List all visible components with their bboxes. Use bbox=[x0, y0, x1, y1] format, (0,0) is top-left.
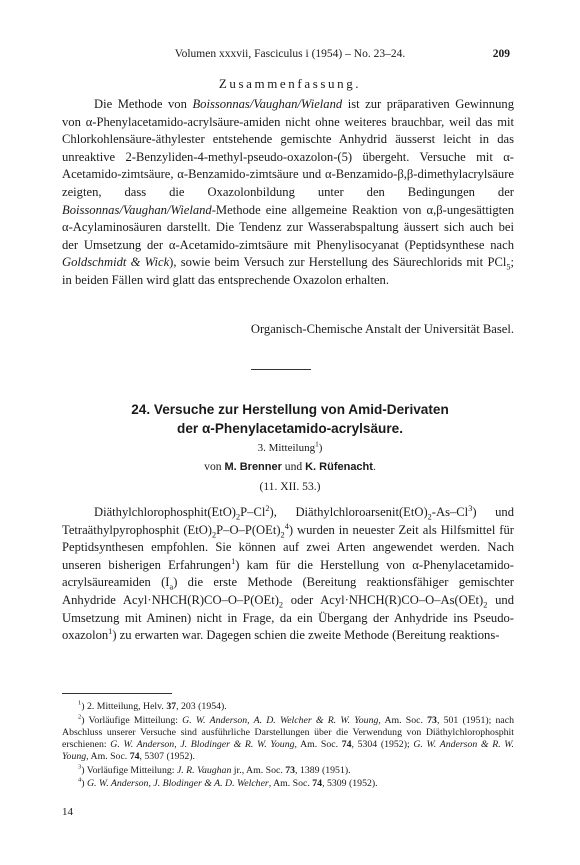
subscript: 2 bbox=[427, 512, 432, 522]
footnote-ref: 2 bbox=[265, 503, 270, 513]
text-run: P–O–P(OEt) bbox=[216, 522, 281, 537]
text-run: P–Cl bbox=[240, 505, 266, 519]
text-run: ) bbox=[81, 778, 87, 790]
communication-close: ) bbox=[318, 442, 323, 454]
text-run: ist zur präparativen Gewinnung von α-Phenylacetamido-acrylsäure-amiden nicht ohne weiteres brauchbar, weil das mit Chlorkohlensäure-äthylester entstehende gemischte Anhydrid äusserst leicht in das unreaktive 2-Benzyliden-4-methyl-pseudo-oxazolon-(5) übergeht. Versuche mit α-Acetamido-zimtsäure, α-Benzamido-zimtsäure und α-Benzamido-β,β-dimethylacrylsäure zeigten, dass die Oxazolonbildung unter den Bedingungen der bbox=[62, 97, 514, 199]
bold-run: 73 bbox=[285, 764, 296, 776]
text-run: , 5304 (1952); bbox=[351, 739, 414, 750]
text-run: -As–Cl bbox=[431, 505, 469, 519]
text-run: , 5309 (1952). bbox=[322, 778, 378, 790]
subscript: 5 bbox=[506, 262, 511, 272]
text-run: Diäthylchlorophosphit(EtO) bbox=[94, 505, 237, 519]
article-title bbox=[0, 401, 580, 438]
text-run: , Am. Soc. bbox=[268, 778, 313, 790]
italic-run: J. R. Vaughan bbox=[176, 764, 232, 776]
italic-run: Goldschmidt & Wick bbox=[62, 255, 170, 270]
page-number: 209 bbox=[492, 48, 510, 60]
footnote-ref: 4 bbox=[284, 521, 289, 531]
subscript: 2 bbox=[278, 600, 284, 610]
communication-label: 3. Mitteilung bbox=[257, 442, 316, 454]
italic-run: G. W. Anderson, A. D. Welcher & R. W. Young bbox=[182, 714, 379, 726]
text-run: , Am. Soc. bbox=[294, 739, 342, 750]
footnote-4 bbox=[62, 778, 514, 790]
text-run: ), sowie beim Versuch zur Herstellung des Säurechlorids mit PCl bbox=[169, 255, 507, 270]
bold-run: 73 bbox=[427, 714, 437, 726]
text-run: ) und Tetraäthylpyrophosphit (EtO) bbox=[62, 505, 514, 537]
text-run: ), Diäthylchloroarsenit(EtO) bbox=[269, 505, 428, 519]
text-run: , 203 (1954). bbox=[176, 701, 227, 712]
subscript: 2 bbox=[236, 512, 241, 522]
authors-and: und bbox=[281, 460, 306, 473]
section-divider bbox=[251, 369, 311, 370]
author-1: M. Brenner bbox=[224, 461, 282, 473]
authors-suffix: . bbox=[372, 460, 376, 473]
bold-run: 74 bbox=[129, 751, 140, 763]
text-run: ) Vorläufige Mitteilung: bbox=[81, 764, 177, 776]
italic-run: G. W. Anderson, J. Blodinger & A. D. Welcher bbox=[86, 778, 269, 790]
article-title-line-1: 24. Versuche zur Herstellung von Amid-Derivaten bbox=[131, 402, 449, 417]
footnote-1 bbox=[62, 701, 514, 713]
article-title-line-2: der α-Phenylacetamido-acrylsäure. bbox=[177, 420, 403, 436]
subscript: 2 bbox=[483, 600, 488, 610]
text-run: jr., Am. Soc. bbox=[231, 764, 286, 776]
footnote-ref: 3 bbox=[468, 503, 473, 513]
footnote-ref: 3 bbox=[78, 763, 82, 771]
footnote-ref: 2 bbox=[78, 713, 82, 721]
italic-run: G. W. Anderson, J. Blodinger & R. W. Young bbox=[110, 739, 295, 750]
communication-footnote-ref: 1 bbox=[315, 440, 319, 449]
text-run: , 501 (1951); nach Abschluss unserer Versuche sind ausführliche Darstellungen über die Verwendung von Diäthylchlorophosphit erschienen: bbox=[62, 714, 515, 750]
text-run: ) kam für die Herstellung von α-Phenylacetamido-acrylsäureamiden (I bbox=[62, 557, 515, 590]
italic-run: G. W. Anderson & R. W. Young bbox=[62, 739, 515, 763]
text-run: und Umsetzung mit Aminen) nicht in Frage, da ein Übergang der Anhydride ins Pseudo-oxazolon bbox=[62, 592, 514, 643]
subscript: 2 bbox=[280, 530, 285, 540]
footnote-ref: 1 bbox=[231, 556, 236, 566]
subscript: 2 bbox=[212, 530, 217, 540]
text-run: ) wurden in neuester Zeit als Hilfsmittel für Peptidsynthesen empfohlen. Sie können auf zwei Arten angewendet werden. Nach unseren bisherigen Erfahrungen bbox=[62, 522, 514, 572]
text-run: oder Acyl·NHCH(R)CO–O–As(OEt) bbox=[283, 592, 484, 607]
text-run: Die Methode von bbox=[94, 97, 193, 111]
text-run: ) 2. Mitteilung, Helv. bbox=[81, 701, 167, 712]
text-run: , 5307 (1952). bbox=[139, 751, 196, 763]
bold-run: 74 bbox=[341, 739, 352, 750]
footnotes bbox=[62, 701, 514, 792]
text-run: , Am. Soc. bbox=[378, 714, 428, 726]
bold-run: 37 bbox=[166, 701, 177, 712]
body-paragraph bbox=[62, 504, 514, 645]
summary-paragraph bbox=[62, 96, 514, 290]
italic-run: Boissonnas/Vaughan/Wieland bbox=[62, 202, 212, 217]
text-run: ) zu erwarten war. Dagegen schien die zweite Methode (Bereitung reaktions- bbox=[112, 628, 500, 643]
received-date: (11. XII. 53.) bbox=[259, 480, 321, 493]
subscript: a bbox=[169, 582, 174, 592]
authors-line bbox=[0, 460, 580, 473]
running-head: Volumen xxxvii, Fasciculus i (1954) – No. 23–24. bbox=[174, 48, 406, 60]
bold-run: 74 bbox=[312, 778, 323, 790]
text-run: ; in beiden Fällen wird glatt das entsprechende Oxazolon erhalten. bbox=[62, 255, 514, 287]
summary-heading: Zusammenfassung. bbox=[218, 76, 362, 91]
signature-mark: 14 bbox=[62, 806, 73, 818]
page-header bbox=[0, 48, 580, 64]
authors-prefix: von bbox=[204, 460, 225, 473]
communication-number bbox=[0, 442, 580, 454]
footnote-2 bbox=[62, 715, 514, 764]
footnote-ref: 1 bbox=[78, 699, 82, 707]
affiliation: Organisch-Chemische Anstalt der Universität Basel. bbox=[250, 322, 514, 336]
footnote-ref: 1 bbox=[108, 626, 113, 636]
text-run: ) die erste Methode (Bereitung reaktionsfähiger gemischter Anhydride Acyl·NHCH(R)CO–O–P(OEt) bbox=[62, 575, 514, 607]
footnote-ref: 4 bbox=[78, 777, 82, 785]
text-run: , 1389 (1951). bbox=[295, 764, 351, 776]
footnote-rule bbox=[62, 693, 172, 694]
text-run: ) Vorläufige Mitteilung: bbox=[81, 714, 183, 726]
footnote-3 bbox=[62, 765, 514, 777]
author-2: K. Rüfenacht bbox=[305, 461, 373, 473]
text-run: , Am. Soc. bbox=[86, 751, 130, 763]
italic-run: Boissonnas/Vaughan/Wieland bbox=[192, 97, 343, 111]
text-run: -Methode eine allgemeine Reaktion von α,β-ungesättigten α-Acylaminosäuren darstellt. Die Tendenz zur Wasserabspaltung äussert sich auch bei der Umsetzung der α-Acetamido-zimtsäure mit Phenylisocyanat (Peptidsynthese nach bbox=[62, 202, 514, 252]
